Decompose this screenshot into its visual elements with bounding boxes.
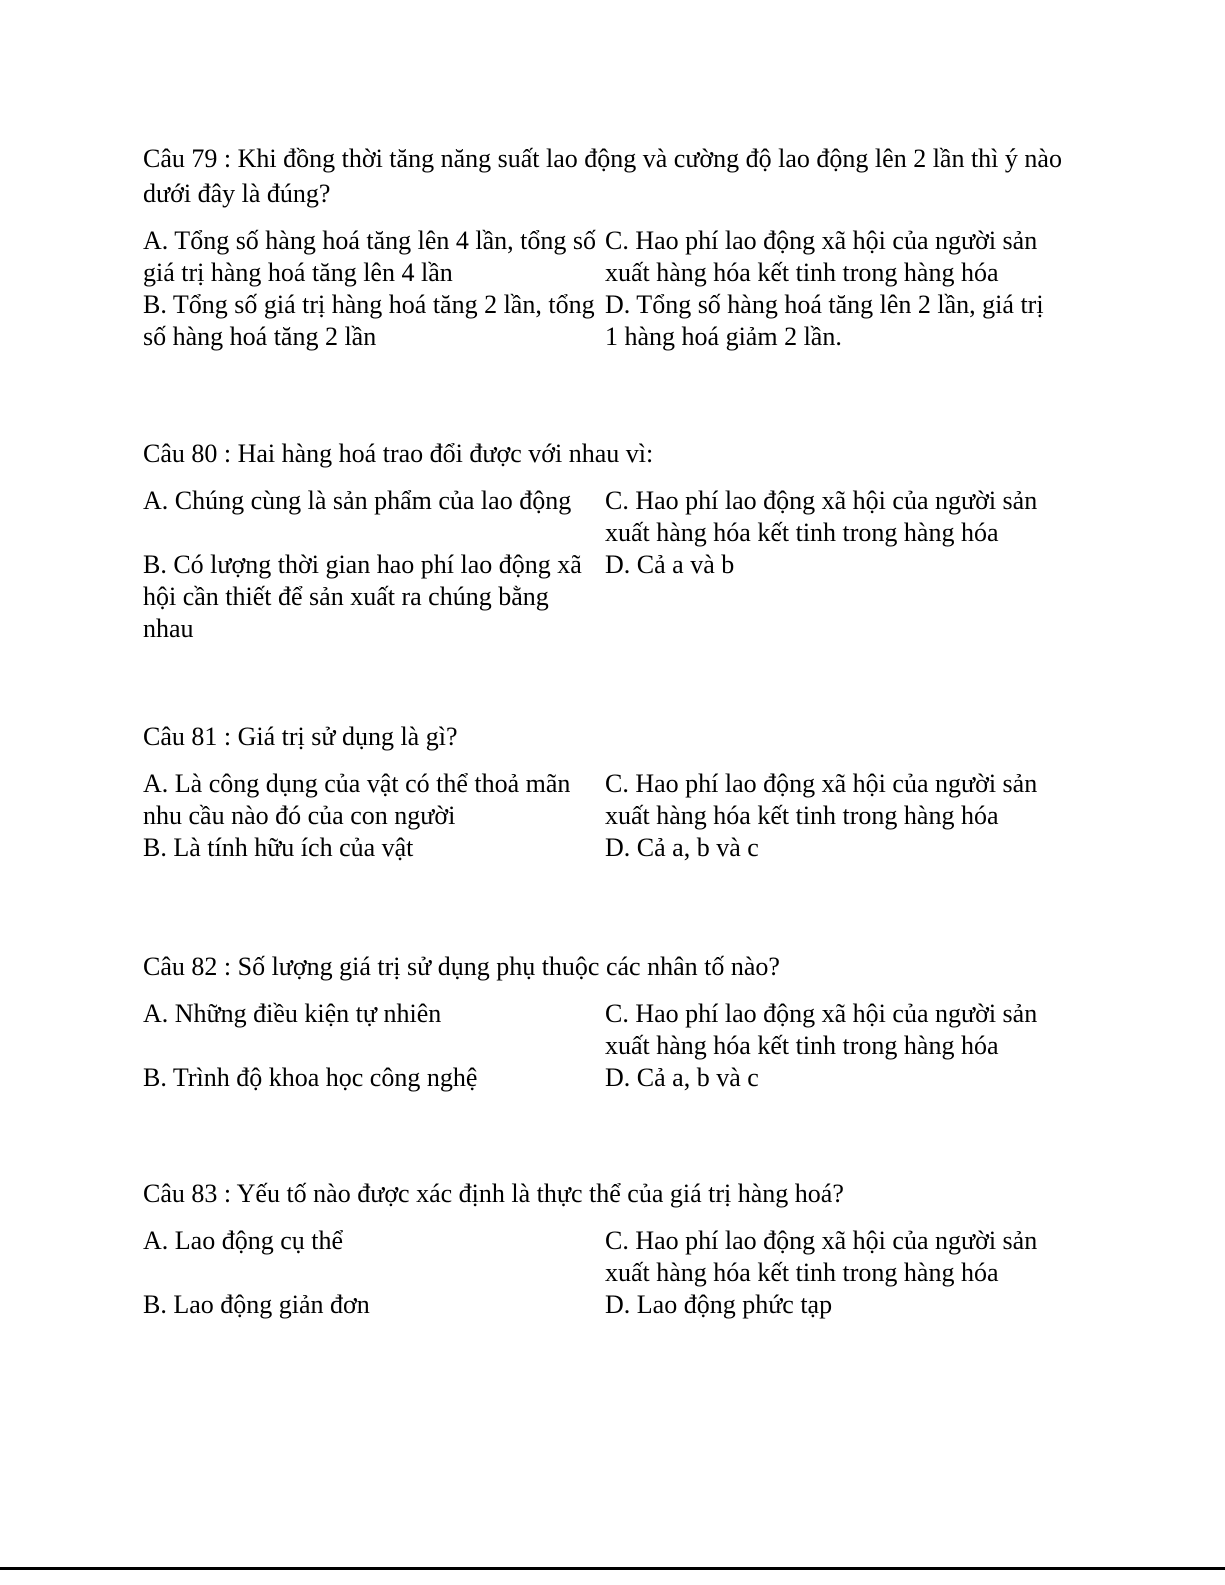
answer-c: C. Hao phí lao động xã hội của người sản xuất hàng hóa kết tinh trong hàng hóa bbox=[605, 226, 1038, 287]
answer-d: D. Cả a, b và c bbox=[605, 833, 759, 862]
page-bottom-border bbox=[0, 1567, 1225, 1570]
answer-a: A. Tổng số hàng hoá tăng lên 4 lần, tổng số giá trị hàng hoá tăng lên 4 lần bbox=[143, 226, 597, 287]
answer-a: A. Chúng cùng là sản phẩm của lao động bbox=[143, 486, 572, 515]
question-text: Câu 80 : Hai hàng hoá trao đổi được với nhau vì: bbox=[143, 439, 654, 468]
answer-a: A. Là công dụng của vật có thể thoả mãn nhu cầu nào đó của con người bbox=[143, 769, 571, 830]
question-83 bbox=[143, 1176, 1073, 1321]
answer-d: D. Tổng số hàng hoá tăng lên 2 lần, giá trị 1 hàng hoá giảm 2 lần. bbox=[605, 290, 1044, 351]
answer-grid bbox=[143, 225, 1073, 353]
answer-a: A. Những điều kiện tự nhiên bbox=[143, 999, 442, 1028]
answer-b: B. Lao động giản đơn bbox=[143, 1290, 370, 1319]
answer-b: B. Là tính hữu ích của vật bbox=[143, 833, 414, 862]
question-text: Câu 83 : Yếu tố nào được xác định là thực thể của giá trị hàng hoá? bbox=[143, 1179, 844, 1208]
answer-c: C. Hao phí lao động xã hội của người sản xuất hàng hóa kết tinh trong hàng hóa bbox=[605, 769, 1038, 830]
question-text: Câu 81 : Giá trị sử dụng là gì? bbox=[143, 722, 458, 751]
answer-grid bbox=[143, 998, 1073, 1094]
answer-c: C. Hao phí lao động xã hội của người sản xuất hàng hóa kết tinh trong hàng hóa bbox=[605, 999, 1038, 1060]
answer-b: B. Có lượng thời gian hao phí lao động xã hội cần thiết để sản xuất ra chúng bằng nhau bbox=[143, 550, 582, 643]
question-81 bbox=[143, 719, 1073, 864]
answer-c: C. Hao phí lao động xã hội của người sản xuất hàng hóa kết tinh trong hàng hóa bbox=[605, 1226, 1038, 1287]
question-82 bbox=[143, 949, 1073, 1094]
question-80 bbox=[143, 436, 1073, 645]
answer-grid bbox=[143, 768, 1073, 864]
answer-c: C. Hao phí lao động xã hội của người sản xuất hàng hóa kết tinh trong hàng hóa bbox=[605, 486, 1038, 547]
question-text: Câu 82 : Số lượng giá trị sử dụng phụ thuộc các nhân tố nào? bbox=[143, 952, 780, 981]
question-79 bbox=[143, 141, 1073, 353]
answer-grid bbox=[143, 1225, 1073, 1321]
question-text: Câu 79 : Khi đồng thời tăng năng suất lao động và cường độ lao động lên 2 lần thì ý nào dưới đây là đúng? bbox=[143, 144, 1062, 208]
answer-d: D. Cả a, b và c bbox=[605, 1063, 759, 1092]
answer-b: B. Trình độ khoa học công nghệ bbox=[143, 1063, 478, 1092]
answer-a: A. Lao động cụ thể bbox=[143, 1226, 344, 1255]
answer-grid bbox=[143, 485, 1073, 645]
answer-d: D. Cả a và b bbox=[605, 550, 735, 579]
answer-d: D. Lao động phức tạp bbox=[605, 1290, 833, 1319]
answer-b: B. Tổng số giá trị hàng hoá tăng 2 lần, tổng số hàng hoá tăng 2 lần bbox=[143, 290, 595, 351]
